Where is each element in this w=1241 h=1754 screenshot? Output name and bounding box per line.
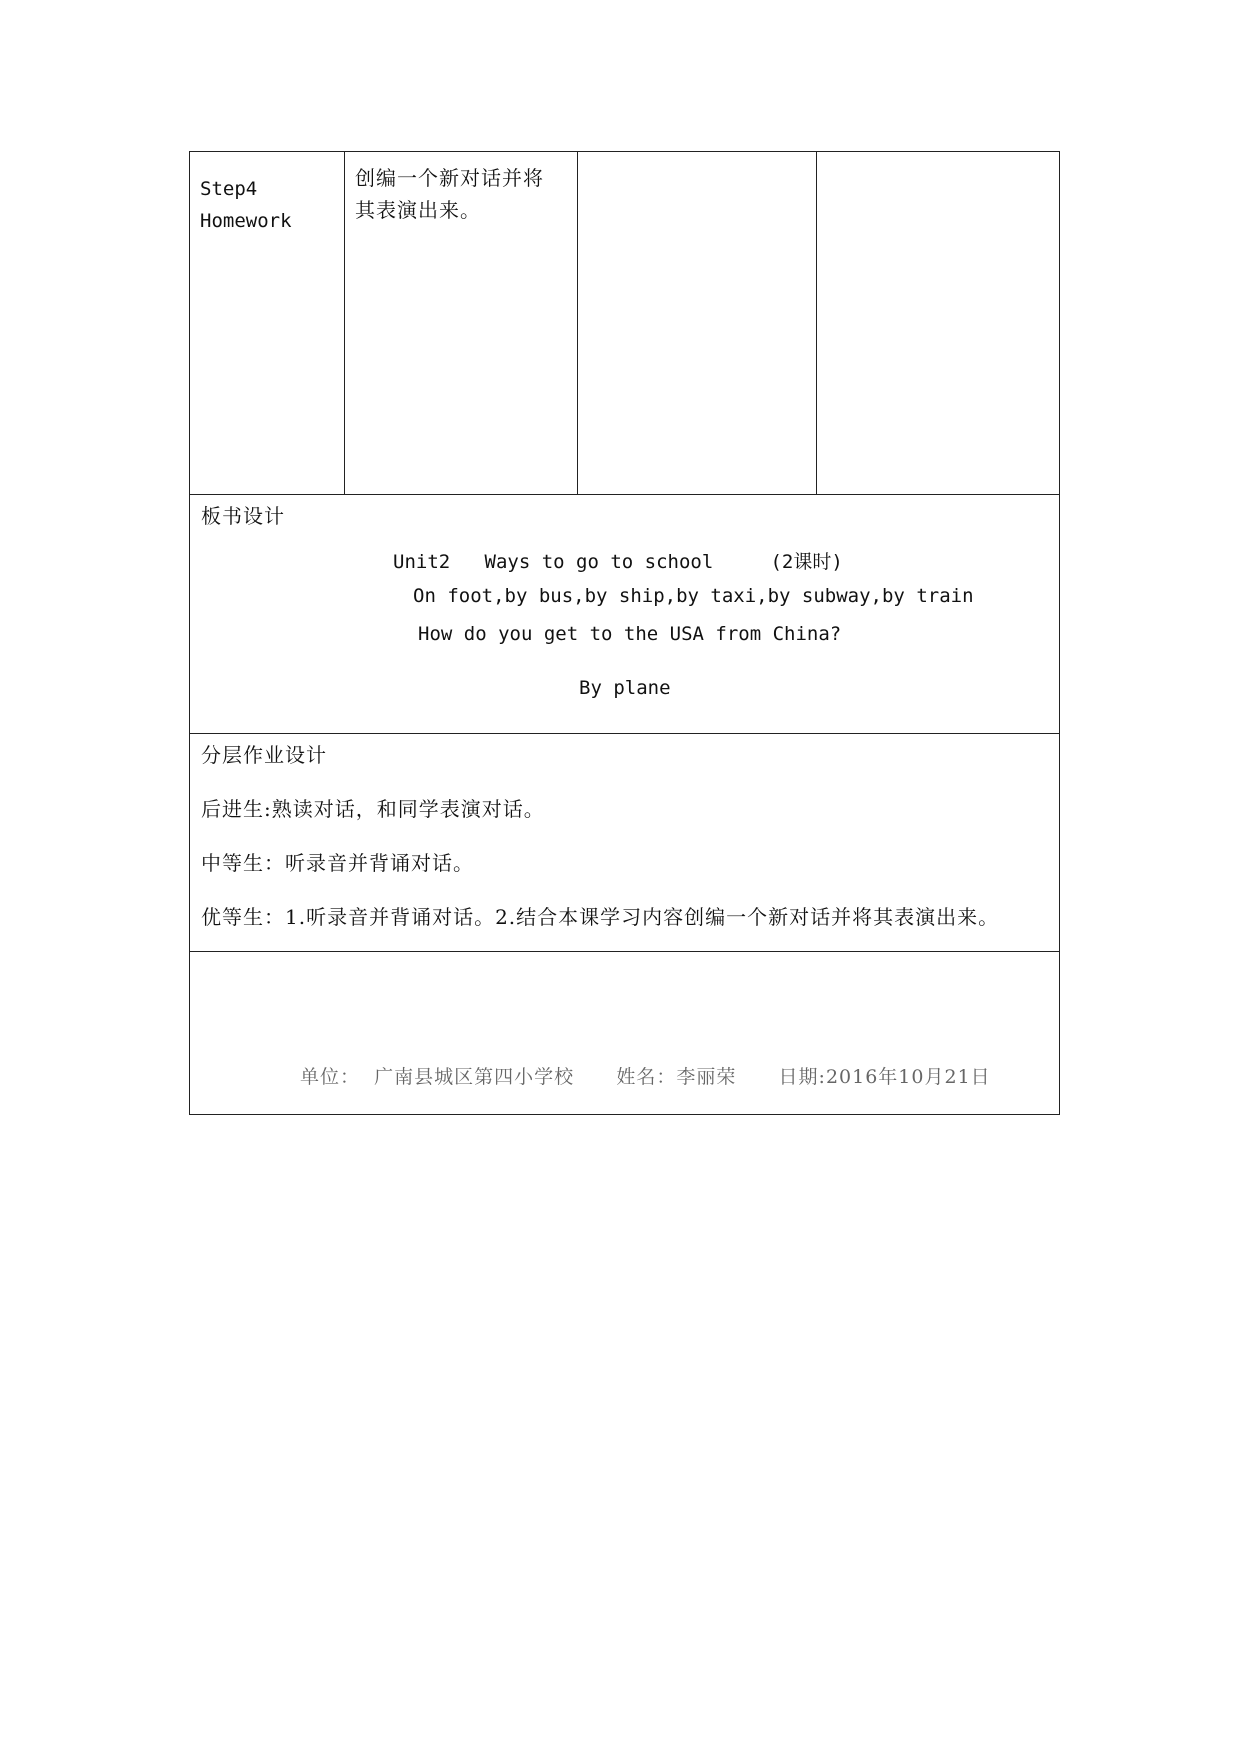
homework-level-3: 优等生：1.听录音并背诵对话。2.结合本课学习内容创编一个新对话并将其表演出来。 [201,905,1000,929]
board-line-3: How do you get to the USA from China? [418,623,842,645]
step-label: Step4 [200,178,258,200]
empty-cell-3 [578,152,817,495]
author-footer: 单位： 广南县城区第四小学校 姓名：李丽荣 日期:2016年10月21日 [300,1066,991,1088]
board-line-1: Unit2 Ways to go to school (2课时) [393,551,843,573]
board-line-2: On foot,by bus,by ship,by taxi,by subway,by train [413,585,974,607]
homework-level-2: 中等生：听录音并背诵对话。 [201,851,474,875]
step-content-line2: 其表演出来。 [355,198,481,222]
homework-design-cell [190,734,1060,952]
step-content-line1: 创编一个新对话并将 [355,166,544,190]
board-line-4: By plane [579,677,671,699]
footer-row [190,952,1060,1115]
empty-cell-4 [817,152,1060,495]
board-design-row [190,495,1060,734]
board-design-title: 板书设计 [201,504,285,528]
board-design-content [190,531,1059,731]
footer-cell [190,952,1060,1115]
homework-level-1: 后进生:熟读对话，和同学表演对话。 [201,797,545,821]
homework-design-row [190,734,1060,952]
step-sublabel: Homework [200,210,292,232]
homework-design-title: 分层作业设计 [201,743,327,767]
step-content-cell [345,152,578,495]
lesson-plan-table [189,151,1060,1115]
step4-row [190,152,1060,495]
step-label-cell [190,152,345,495]
board-design-cell [190,495,1060,734]
